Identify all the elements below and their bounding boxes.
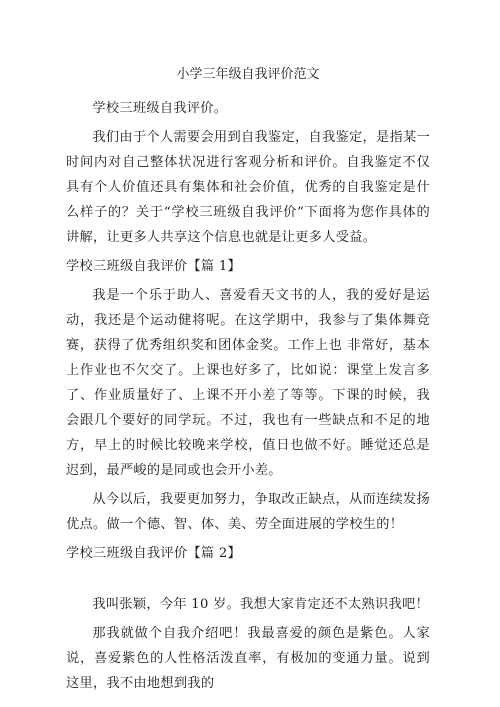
- paragraph-section2-body: 那我就做个自我介绍吧！我最喜爱的颜色是紫色。人家说，喜爱紫色的人性格活泼直率，有极加的变通力量。说到这里，我不由地想到我的: [66, 626, 430, 691]
- section-heading-2: 学校三班级自我评价【篇 2】: [66, 546, 242, 561]
- paragraph-section1-body: 我是一个乐于助人、喜爱看天文书的人，我的爱好是运动，我还是个运动健将呢。在这学期中，我参与了集体舞竞赛，获得了优秀组织奖和团体金奖。工作上也 非常好，基本上作业也不欠交了。上课也好多了，比如说：课堂上发言多了、作业质量好了、上课不开小差了等等。下课的时候，我会跟几个要好的同学玩。不过，我也有一些缺点和不足的地方，早上的时候比较晚来学校，值日也做不好。睡觉还总是迟到，最严峻的是同或也会开小差。: [66, 288, 430, 478]
- paragraph-intro: 学校三班级自我评价。: [92, 101, 228, 116]
- paragraph-section1-conclusion: 从今以后，我要更加努力，争取改正缺点，从而连续发扬优点。做一个德、智、体、美、劳全面进展的学校生的！: [66, 492, 430, 532]
- blank-spacer: [66, 570, 430, 592]
- document-title: 小学三年级自我评价范文: [176, 67, 320, 82]
- section-heading-1: 学校三班级自我评价【篇 1】: [66, 259, 242, 274]
- paragraph-section2-intro: 我叫张颖，今年 10 岁。我想大家肯定还不太熟识我吧！: [92, 597, 429, 612]
- paragraph-description: 我们由于个人需要会用到自我鉴定，自我鉴定，是指某一时间内对自己整体状况进行客观分析和评价。自我鉴定不仅具有个人价值还具有集体和社会价值，优秀的自我鉴定是什么样子的？关于“学校三班级自我评价”下面将为您作具体的讲解，让更多人共享这个信息也就是让更多人受益。: [66, 130, 430, 245]
